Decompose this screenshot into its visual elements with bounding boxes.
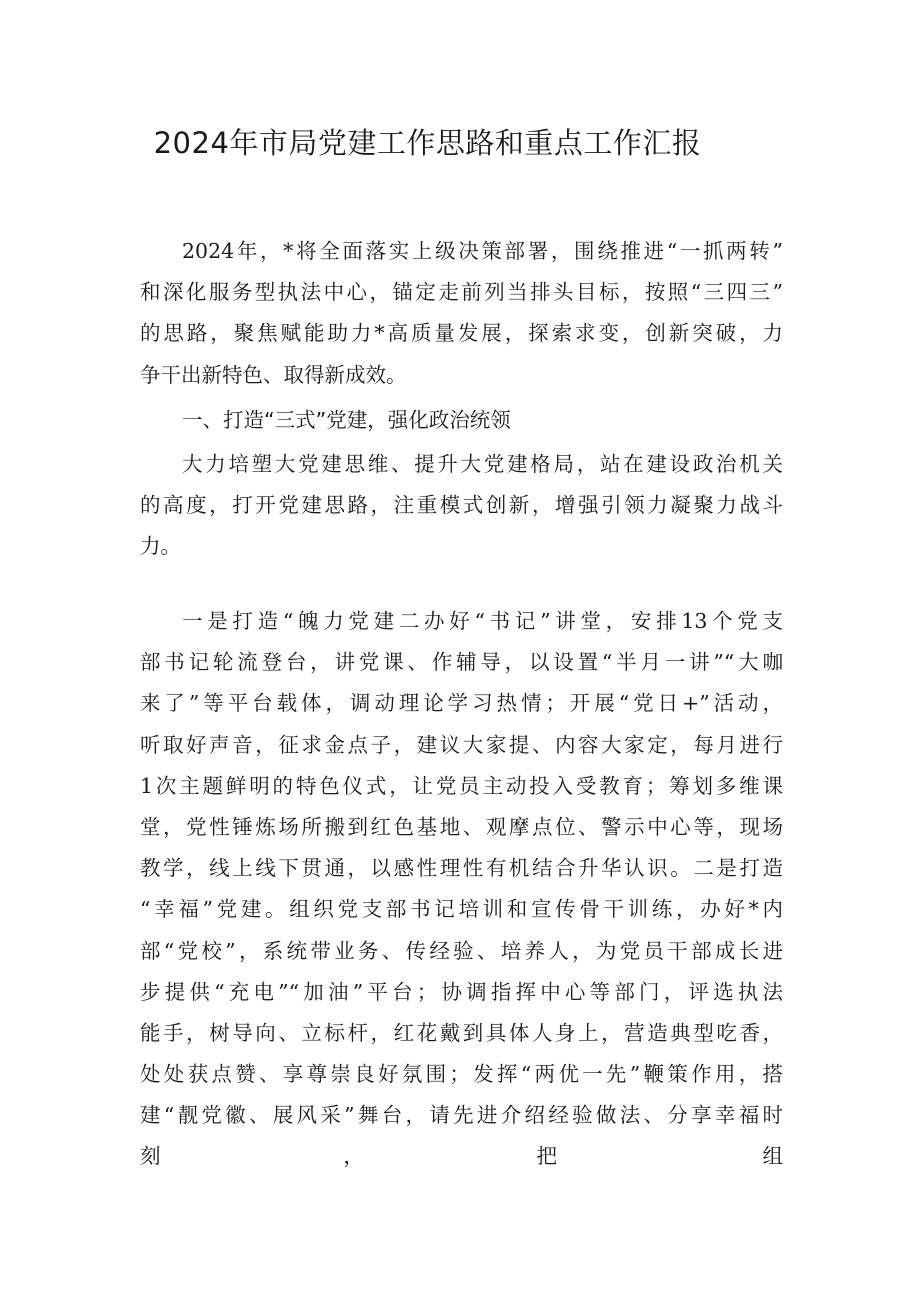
detail-line-13: 建“靓党徽、展风采”舞台，请先进介绍经验做法、分享幸福时 bbox=[140, 1103, 783, 1128]
intro-line-3: 的思路，聚焦赋能助力*高质量发展，探索求变，创新突破，力 bbox=[140, 321, 783, 346]
detail-line-2: 部书记轮流登台，讲党课、作辅导，以设置“半月一讲”“大咖 bbox=[140, 650, 783, 675]
section-1-detail-paragraph bbox=[140, 601, 783, 1178]
detail-line-7: 教学，线上线下贯通，以感性理性有机结合升华认识。二是打造 bbox=[140, 856, 783, 881]
detail-line-1: 一是打造“魄力党建二办好“书记”讲堂，安排13个党支 bbox=[182, 609, 783, 633]
summary-line-2: 的高度，打开党建思路，注重模式创新，增强引领力凝聚力战斗 bbox=[140, 493, 783, 518]
detail-line-3: 来了”等平台载体，调动理论学习热情；开展“党日+”活动， bbox=[140, 691, 783, 716]
detail-line-5: 1次主题鲜明的特色仪式，让党员主动投入受教育；筹划多维课 bbox=[140, 773, 783, 798]
intro-line-1: 2024年，*将全面落实上级决策部署，围绕推进“一抓两转” bbox=[182, 239, 783, 263]
detail-line-12: 处处获点赞、享尊崇良好氛围；发挥“两优一先”鞭策作用，搭 bbox=[140, 1062, 783, 1087]
section-1-heading: 一、打造“三式”党建，强化政治统领 bbox=[182, 408, 511, 432]
intro-line-2: 和深化服务型执法中心，锚定走前列当排头目标，按照“三四三” bbox=[140, 280, 783, 305]
detail-line-6: 堂，党性锤炼场所搬到红色基地、观摩点位、警示中心等，现场 bbox=[140, 814, 783, 839]
detail-line-8: “幸福”党建。组织党支部书记培训和宣传骨干训练，办好*内 bbox=[140, 897, 783, 922]
detail-line-9: 部“党校”，系统带业务、传经验、培养人，为党员干部成长进 bbox=[140, 938, 783, 963]
summary-line-3: 力。 bbox=[140, 534, 181, 559]
summary-line-1: 大力培塑大党建思维、提升大党建格局，站在建设政治机关 bbox=[182, 452, 783, 476]
section-1-summary-paragraph bbox=[140, 444, 783, 568]
intro-paragraph bbox=[140, 231, 783, 396]
detail-line-14: 刻 ， 把 组 bbox=[140, 1144, 783, 1169]
detail-line-11: 能手，树导向、立标杆，红花戴到具体人身上，营造典型吃香， bbox=[140, 1020, 783, 1045]
document-title: 2024年市局党建工作思路和重点工作汇报 bbox=[153, 126, 702, 160]
detail-line-4: 听取好声音，征求金点子，建议大家提、内容大家定，每月进行 bbox=[140, 732, 783, 757]
intro-line-4: 争干出新特色、取得新成效。 bbox=[140, 362, 407, 387]
detail-line-10: 步提供“充电”“加油”平台；协调指挥中心等部门，评选执法 bbox=[140, 979, 783, 1004]
